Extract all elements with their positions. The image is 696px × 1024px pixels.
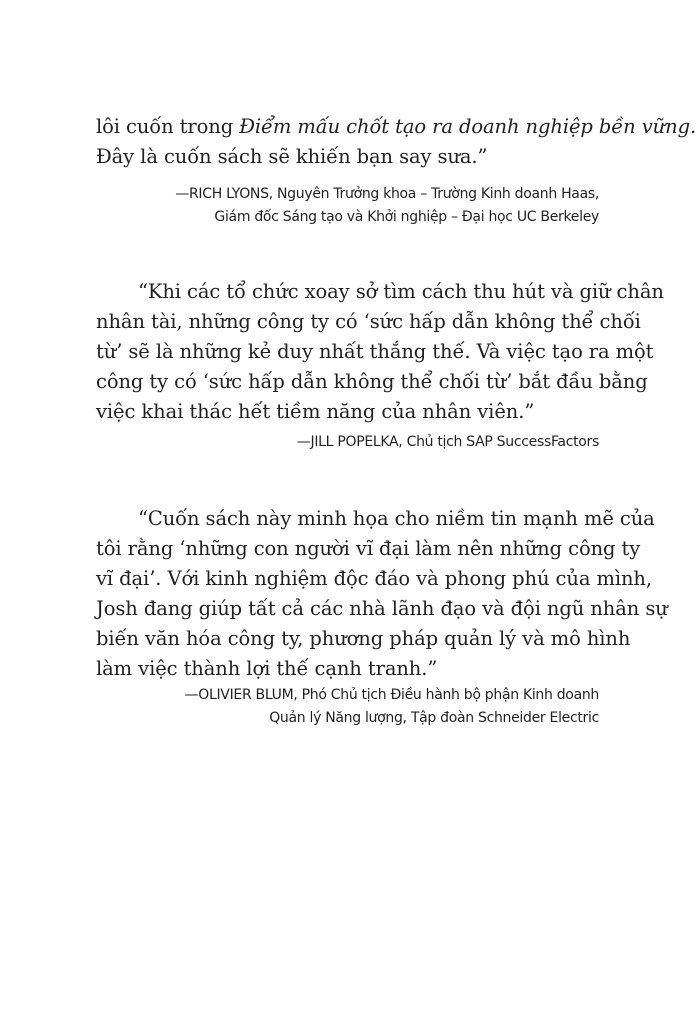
quote-line: từ’ sẽ là những kẻ duy nhất thắng thế. Và việc tạo ra một bbox=[96, 340, 654, 363]
attribution-line: —JILL POPELKA, Chủ tịch SAP SuccessFactors bbox=[296, 434, 599, 450]
attribution-line: Quản lý Năng lượng, Tập đoàn Schneider Electric bbox=[269, 710, 599, 726]
quote-line bbox=[96, 113, 696, 141]
attribution-line: —OLIVIER BLUM, Phó Chủ tịch Điều hành bộ phận Kinh doanh bbox=[184, 687, 599, 703]
book-title: Điểm mấu chốt tạo ra doanh nghiệp bền vững. bbox=[239, 115, 696, 138]
quote-text: lôi cuốn trong bbox=[96, 115, 240, 138]
quote-line: công ty có ‘sức hấp dẫn không thể chối từ’ bắt đầu bằng bbox=[96, 370, 648, 393]
quote-line: Đây là cuốn sách sẽ khiến bạn say sưa.” bbox=[96, 145, 488, 168]
quote-line: biến văn hóa công ty, phương pháp quản lý và mô hình bbox=[96, 627, 631, 650]
quote-line: “Cuốn sách này minh họa cho niềm tin mạnh mẽ của bbox=[138, 507, 655, 530]
attribution-line: —RICH LYONS, Nguyên Trưởng khoa – Trường Kinh doanh Haas, bbox=[175, 186, 599, 202]
quote-line: tôi rằng ‘những con người vĩ đại làm nên những công ty bbox=[96, 537, 641, 560]
attribution-line: Giám đốc Sáng tạo và Khởi nghiệp – Đại học UC Berkeley bbox=[214, 209, 599, 225]
quote-line: “Khi các tổ chức xoay sở tìm cách thu hút và giữ chân bbox=[138, 280, 664, 303]
quote-line: nhân tài, những công ty có ‘sức hấp dẫn không thể chối bbox=[96, 310, 641, 333]
quote-line: làm việc thành lợi thế cạnh tranh.” bbox=[96, 657, 438, 680]
quote-line: việc khai thác hết tiềm năng của nhân viên.” bbox=[96, 400, 535, 423]
quote-line: vĩ đại’. Với kinh nghiệm độc đáo và phong phú của mình, bbox=[96, 567, 652, 590]
quote-line: Josh đang giúp tất cả các nhà lãnh đạo và đội ngũ nhân sự bbox=[96, 597, 668, 620]
